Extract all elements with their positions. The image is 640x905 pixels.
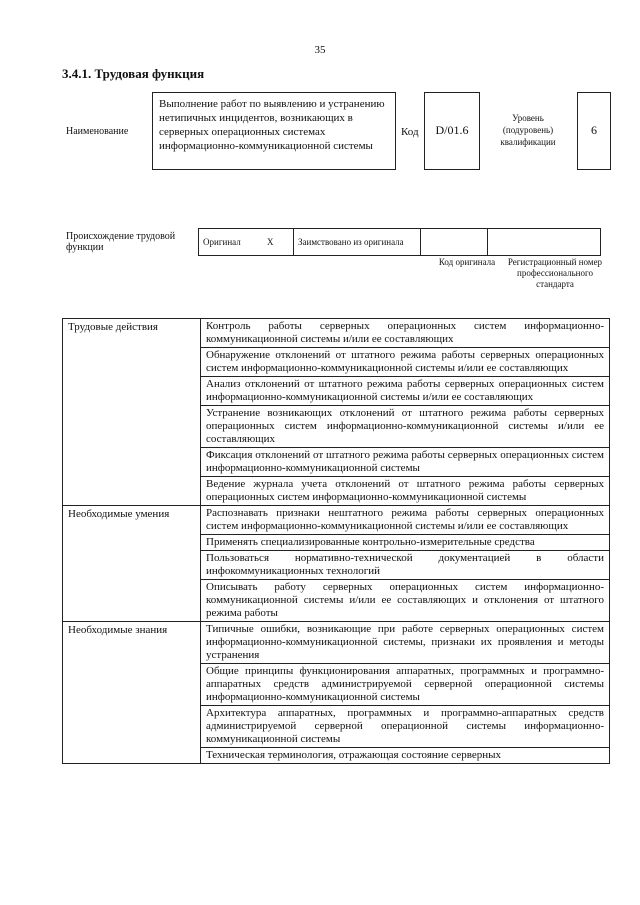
code-label: Код: [401, 126, 419, 138]
table-row: [63, 506, 610, 535]
category-cell: [63, 406, 201, 448]
category-cell: [63, 348, 201, 377]
table-row: [63, 448, 610, 477]
page-number: 35: [314, 44, 326, 56]
item-cell: Фиксация отклонений от штатного режима работы серверных операционных систем информационно-коммуникационной системы: [201, 448, 610, 477]
table-row: [63, 348, 610, 377]
item-cell: Ведение журнала учета отклонений от штатного режима работы серверных операционных систем информационно-коммуникационной системы: [201, 477, 610, 506]
category-cell: [63, 551, 201, 580]
section-title: 3.4.1. Трудовая функция: [62, 66, 205, 81]
origin-label: Происхождение трудовой функции: [66, 231, 176, 253]
level-value-box: 6: [577, 92, 611, 170]
characteristics-table: [62, 318, 610, 764]
reg-number-label: Регистрационный номер профессионального стандарта: [507, 257, 603, 289]
function-code-box: D/01.6: [424, 92, 480, 170]
function-name-box: Выполнение работ по выявлению и устранению нетипичных инцидентов, возникающих в серверных операционных системах информационно-коммуникационной системы: [152, 92, 396, 170]
table-row: [63, 535, 610, 551]
item-cell: Применять специализированные контрольно-измерительные средства: [201, 535, 610, 551]
original-label: Оригинал: [199, 229, 264, 256]
category-cell: Необходимые знания: [63, 622, 201, 664]
category-cell: [63, 664, 201, 706]
item-cell: Описывать работу серверных операционных систем информационно-коммуникационной системы и/или ее составляющих и отклонения от штатного режима работы: [201, 580, 610, 622]
category-cell: [63, 477, 201, 506]
table-row: [63, 377, 610, 406]
item-cell: Пользоваться нормативно-технической документацией в области инфокоммуникационных технологий: [201, 551, 610, 580]
reg-number-cell: [488, 229, 601, 256]
borrowed-label: Заимствовано из оригинала: [294, 229, 421, 256]
category-cell: [63, 706, 201, 748]
name-label: Наименование: [66, 126, 129, 137]
table-row: [63, 406, 610, 448]
category-cell: [63, 580, 201, 622]
origin-table: [198, 228, 601, 256]
category-cell: [63, 748, 201, 764]
item-cell: Общие принципы функционирования аппаратных, программных и программно-аппаратных средств администрируемой серверной операционной системы информационно-коммуникационной системы: [201, 664, 610, 706]
category-cell: Необходимые умения: [63, 506, 201, 535]
table-row: [63, 664, 610, 706]
level-label: Уровень (подуровень) квалификации: [500, 113, 556, 147]
code-original-cell: [421, 229, 488, 256]
table-row: [63, 477, 610, 506]
item-cell: Устранение возникающих отклонений от штатного режима работы серверных операционных систем информационно-коммуникационной системы и/или ее составляющих: [201, 406, 610, 448]
category-cell: Трудовые действия: [63, 319, 201, 348]
item-cell: Обнаружение отклонений от штатного режима работы серверных операционных систем информационно-коммуникационной системы и/или ее составляющих: [201, 348, 610, 377]
item-cell: Анализ отклонений от штатного режима работы серверных операционных систем информационно-коммуникационной системы и/или ее составляющих: [201, 377, 610, 406]
category-cell: [63, 448, 201, 477]
table-row: [63, 622, 610, 664]
table-row: [63, 706, 610, 748]
item-cell: Техническая терминология, отражающая состояние серверных: [201, 748, 610, 764]
item-cell: Распознавать признаки нештатного режима работы серверных операционных систем информационно-коммуникационной системы и/или ее составляющих: [201, 506, 610, 535]
category-cell: [63, 377, 201, 406]
table-row: [63, 319, 610, 348]
code-original-label: Код оригинала: [438, 257, 496, 267]
original-mark: X: [263, 229, 294, 256]
table-row: [63, 748, 610, 764]
item-cell: Контроль работы серверных операционных систем информационно-коммуникационной системы и/или ее составляющих: [201, 319, 610, 348]
item-cell: Типичные ошибки, возникающие при работе серверных операционных систем информационно-коммуникационной системы, признаки их проявления и методы устранения: [201, 622, 610, 664]
table-row: [63, 580, 610, 622]
category-cell: [63, 535, 201, 551]
table-row: [63, 551, 610, 580]
item-cell: Архитектура аппаратных, программных и программно-аппаратных средств администрируемой серверной операционной системы информационно-коммуникационной системы: [201, 706, 610, 748]
